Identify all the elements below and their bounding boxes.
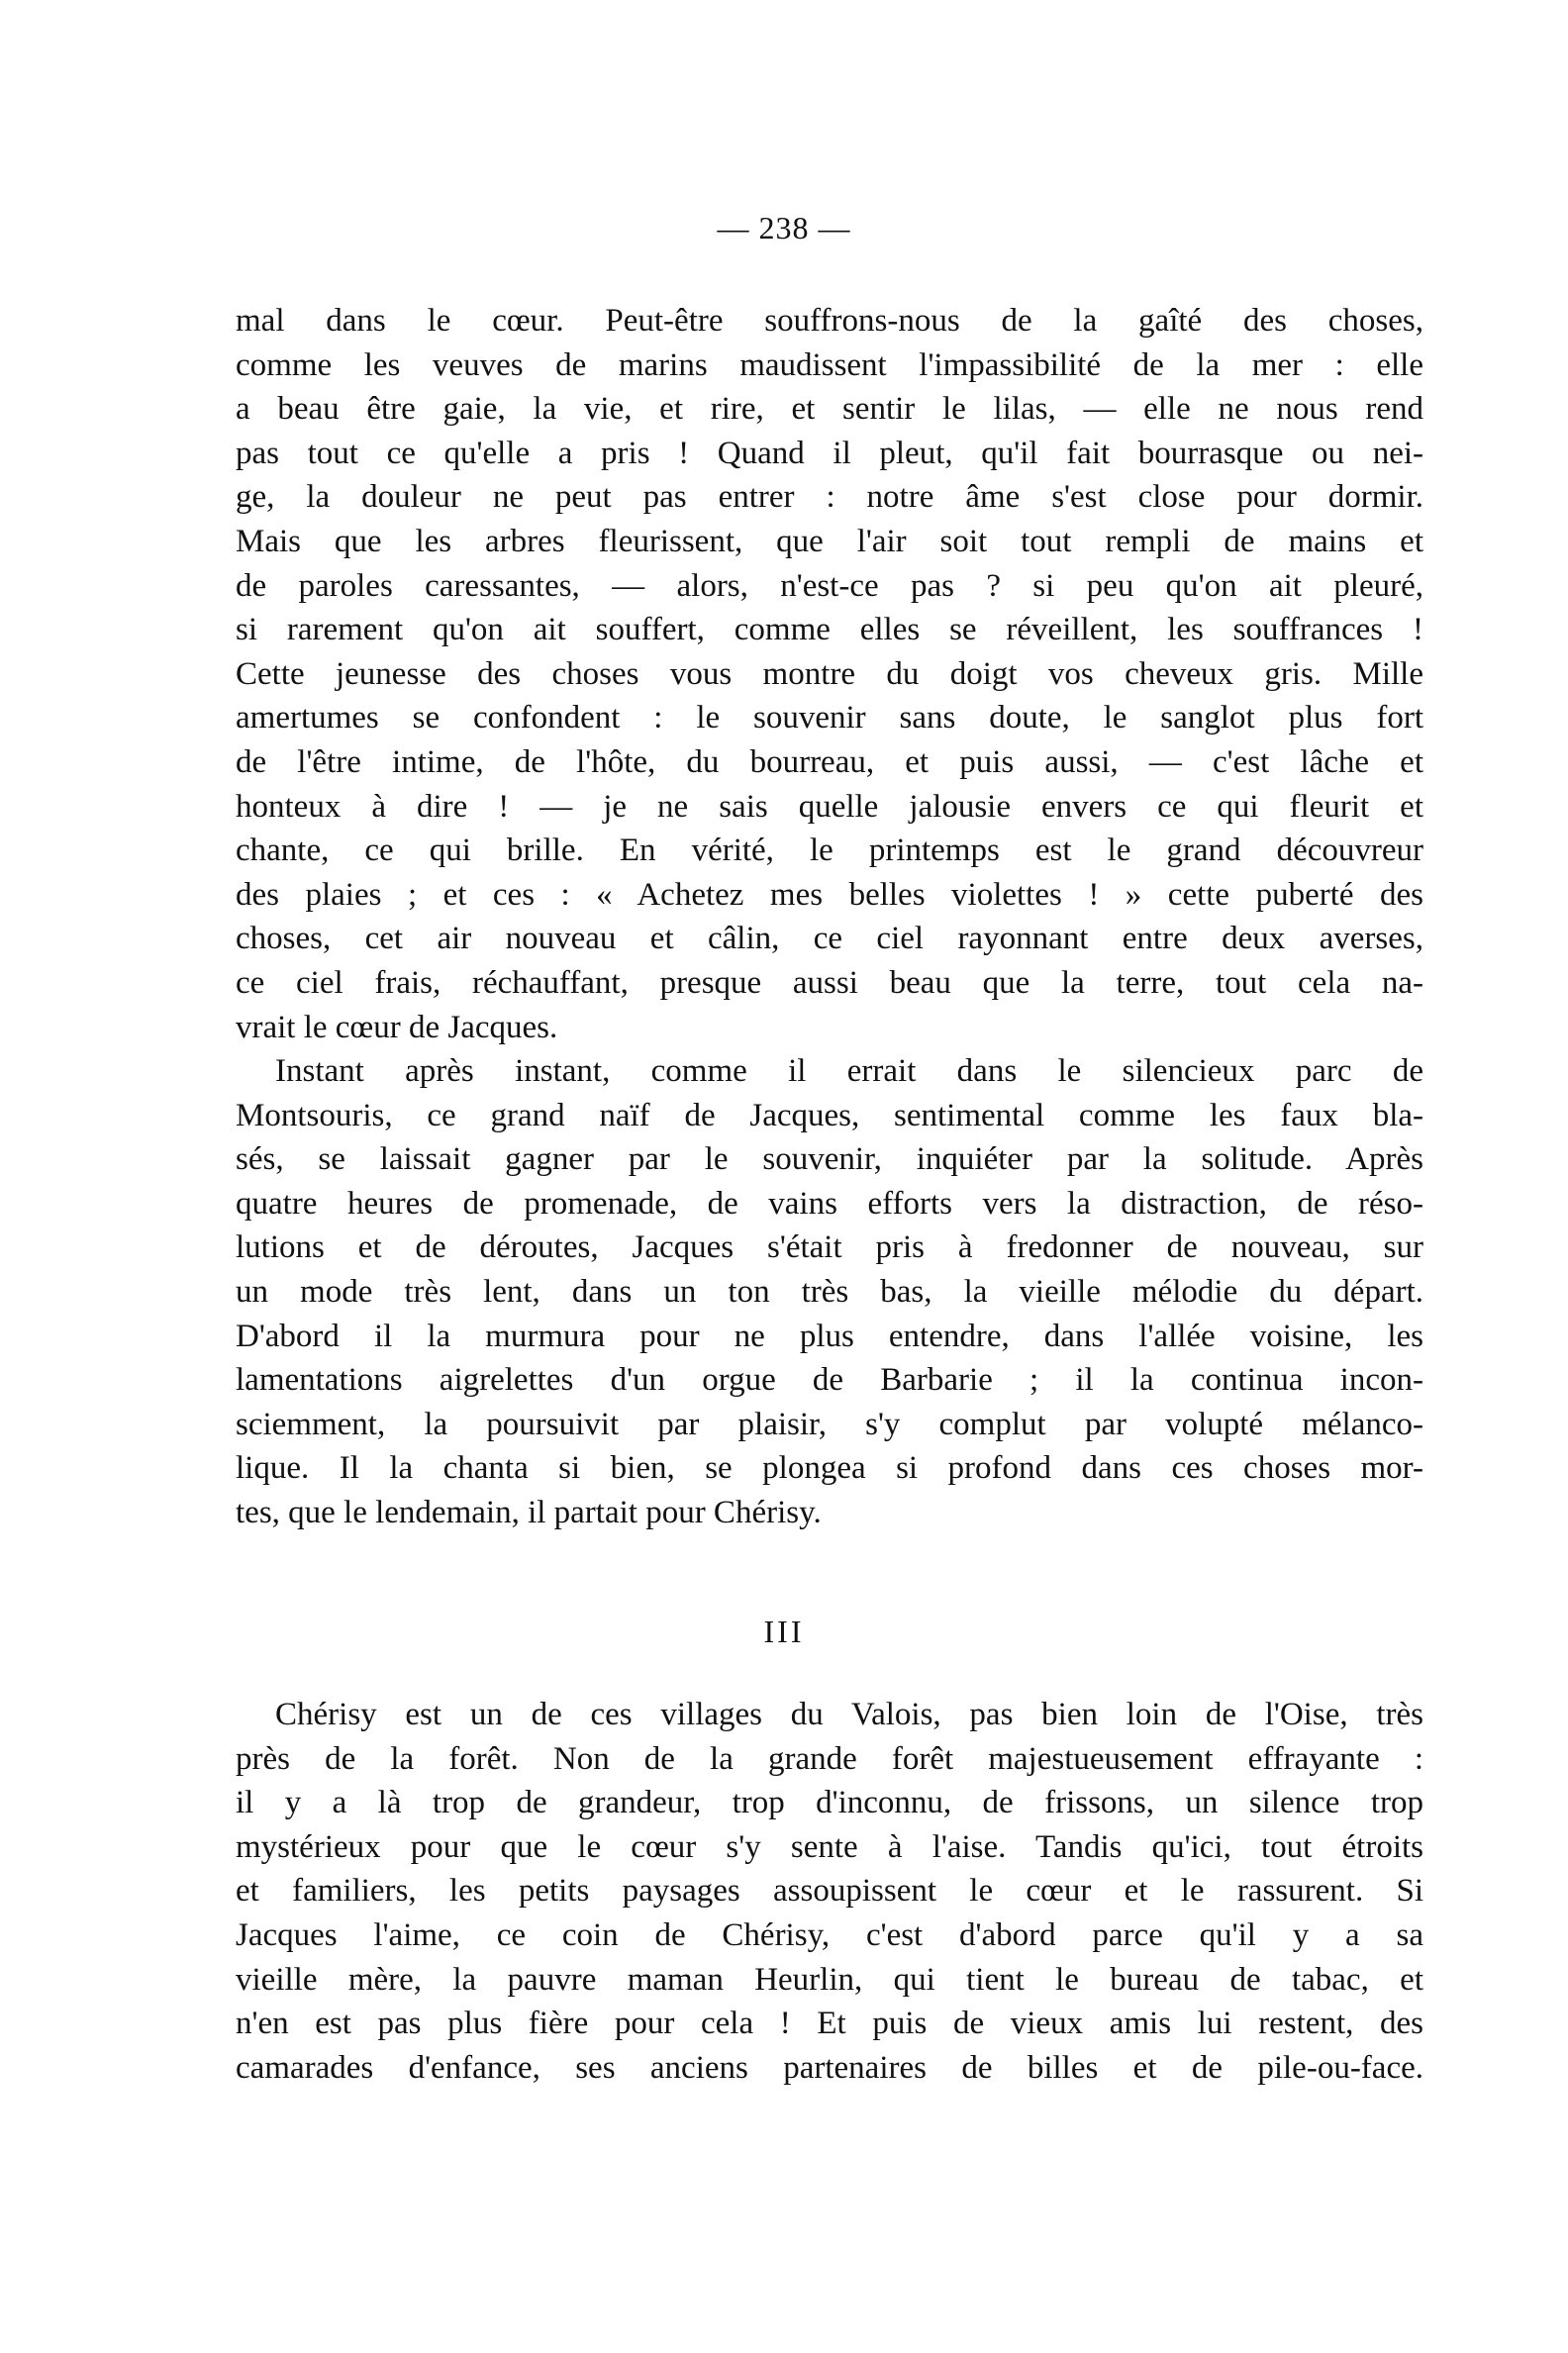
text-line: ge, la douleur ne peut pas entrer : notre âme s'est close pour dormir. (236, 479, 1423, 516)
text-line: lutions et de déroutes, Jacques s'était pris à fredonner de nouveau, sur (236, 1229, 1423, 1266)
text-line: amertumes se confondent : le souvenir sans doute, le sanglot plus fort (236, 700, 1423, 736)
text-line: vrait le cœur de Jacques. (236, 1009, 558, 1045)
text-line: Mais que les arbres fleurissent, que l'air soit tout rempli de mains et (236, 523, 1423, 559)
text-line: chante, ce qui brille. En vérité, le printemps est le grand découvreur (236, 833, 1423, 869)
text-line: sciemment, la poursuivit par plaisir, s'y complut par volupté mélanco- (236, 1406, 1423, 1442)
text-line: a beau être gaie, la vie, et rire, et sentir le lilas, — elle ne nous rend (236, 391, 1423, 428)
text-line: lamentations aigrelettes d'un orgue de Barbarie ; il la continua incon- (236, 1362, 1423, 1399)
text-line: ce ciel frais, réchauffant, presque aussi beau que la terre, tout cela na- (236, 964, 1423, 1001)
text-line: il y a là trop de grandeur, trop d'inconnu, de frissons, un silence trop (236, 1785, 1423, 1821)
text-line: si rarement qu'on ait souffert, comme elles se réveillent, les souffrances ! (236, 612, 1423, 648)
text-line: des plaies ; et ces : « Achetez mes belles violettes ! » cette puberté des (236, 876, 1423, 913)
text-line: camarades d'enfance, ses anciens partenaires de billes et de pile-ou-face. (236, 2049, 1423, 2086)
text-line: et familiers, les petits paysages assoupissent le cœur et le rassurent. Si (236, 1873, 1423, 1910)
text-line: tes, que le lendemain, il partait pour Chérisy. (236, 1495, 822, 1531)
text-line: de paroles caressantes, — alors, n'est-ce pas ? si peu qu'on ait pleuré, (236, 567, 1423, 604)
text-line: de l'être intime, de l'hôte, du bourreau, et puis aussi, — c'est lâche et (236, 743, 1423, 780)
text-line: lique. Il la chanta si bien, se plongea si profond dans ces choses mor- (236, 1450, 1423, 1487)
text-line: honteux à dire ! — je ne sais quelle jalousie envers ce qui fleurit et (236, 788, 1423, 825)
text-line: choses, cet air nouveau et câlin, ce ciel rayonnant entre deux averses, (236, 921, 1423, 957)
text-line: sés, se laissait gagner par le souvenir, inquiéter par la solitude. Après (236, 1141, 1423, 1178)
text-line: Chérisy est un de ces villages du Valois, pas bien loin de l'Oise, très (275, 1697, 1423, 1732)
paragraph (236, 1693, 1423, 2090)
text-line: Jacques l'aime, ce coin de Chérisy, c'est d'abord parce qu'il y a sa (236, 1916, 1423, 1953)
text-line: un mode très lent, dans un ton très bas, la vieille mélodie du départ. (236, 1274, 1423, 1311)
section-heading: III (763, 1614, 805, 1649)
text-line: Montsouris, ce grand naïf de Jacques, sentimental comme les faux bla- (236, 1097, 1423, 1133)
paragraph (236, 299, 1423, 1049)
text-line: Cette jeunesse des choses vous montre du doigt vos cheveux gris. Mille (236, 655, 1423, 692)
text-line: n'en est pas plus fière pour cela ! Et puis de vieux amis lui restent, des (236, 2006, 1423, 2042)
text-line: vieille mère, la pauvre maman Heurlin, qui tient le bureau de tabac, et (236, 1961, 1423, 1998)
paragraph (236, 1049, 1423, 1535)
text-line: mystérieux pour que le cœur s'y sente à l'aise. Tandis qu'ici, tout étroits (236, 1828, 1423, 1865)
text-block-top (236, 299, 1423, 1535)
text-line: quatre heures de promenade, de vains efforts vers la distraction, de réso- (236, 1185, 1423, 1222)
text-line: comme les veuves de marins maudissent l'impassibilité de la mer : elle (236, 346, 1423, 383)
text-line: près de la forêt. Non de la grande forêt majestueusement effrayante : (236, 1740, 1423, 1777)
text-line: mal dans le cœur. Peut-être souffrons-nous de la gaîté des choses, (236, 303, 1423, 339)
text-line: Instant après instant, comme il errait dans le silencieux parc de (275, 1053, 1423, 1090)
text-line: D'abord il la murmura pour ne plus entendre, dans l'allée voisine, les (236, 1318, 1423, 1354)
text-line: pas tout ce qu'elle a pris ! Quand il pleut, qu'il fait bourrasque ou nei- (236, 435, 1423, 471)
text-block-bottom (236, 1693, 1423, 2090)
page-number: — 238 — (717, 210, 851, 245)
